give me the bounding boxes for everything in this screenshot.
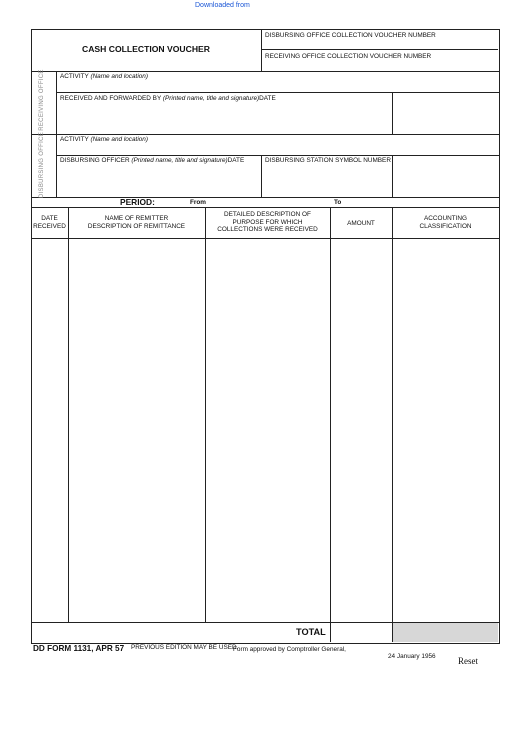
- purpose-column-field[interactable]: [206, 239, 330, 621]
- previous-edition-note: PREVIOUS EDITION MAY BE USED.: [131, 644, 239, 651]
- reset-button[interactable]: Reset: [458, 656, 478, 666]
- period-to-label: To: [334, 199, 342, 206]
- period-to-field[interactable]: [346, 198, 496, 207]
- remitter-column-field[interactable]: [69, 239, 205, 621]
- receiving-activity-field[interactable]: [57, 81, 498, 91]
- receiving-voucher-number-field[interactable]: [262, 61, 498, 70]
- total-label: TOTAL: [296, 627, 326, 637]
- form-title: CASH COLLECTION VOUCHER: [82, 44, 210, 54]
- disbursing-date-field[interactable]: [393, 166, 498, 196]
- disbursing-voucher-number-field[interactable]: [262, 40, 498, 49]
- received-forwarded-label: RECEIVED AND FORWARDED BY (Printed name, title and signature)DATE: [60, 95, 276, 102]
- disbursing-activity-field[interactable]: [57, 144, 498, 154]
- receiving-office-side-label: RECEIVING OFFICE: [39, 69, 45, 131]
- col-amount: AMOUNT: [347, 220, 375, 227]
- approved-date: 24 January 1956: [388, 653, 436, 660]
- period-label: PERIOD:: [120, 197, 155, 207]
- disbursing-activity-label: ACTIVITY (Name and location): [60, 136, 148, 143]
- receiving-activity-label: ACTIVITY (Name and location): [60, 73, 148, 80]
- amount-column-field[interactable]: [331, 239, 392, 621]
- col-accounting: ACCOUNTING CLASSIFICATION: [419, 215, 472, 230]
- period-from-field[interactable]: [212, 198, 327, 207]
- period-from-label: From: [190, 199, 206, 206]
- accounting-column-field[interactable]: [393, 239, 498, 621]
- disbursing-officer-label: DISBURSING OFFICER (Printed name, title and signature)DATE: [60, 157, 245, 164]
- receiving-date-field[interactable]: [393, 104, 498, 133]
- disbursing-office-side-label: DISBURSING OFFICE: [39, 131, 45, 199]
- approved-note: Form approved by Comptroller General,: [233, 646, 346, 653]
- disbursing-station-label: DISBURSING STATION SYMBOL NUMBER: [265, 157, 391, 164]
- date-received-column-field[interactable]: [32, 239, 68, 621]
- total-shaded-cell: [393, 623, 498, 642]
- disbursing-officer-field[interactable]: [57, 166, 260, 196]
- total-amount-field[interactable]: [331, 623, 392, 642]
- downloaded-from-link[interactable]: Downloaded from: [195, 2, 250, 9]
- form-number: DD FORM 1131, APR 57: [33, 644, 125, 653]
- receiving-voucher-number-label: RECEIVING OFFICE COLLECTION VOUCHER NUMBER: [265, 53, 432, 60]
- col-date-received: DATE RECEIVED: [33, 215, 66, 230]
- disbursing-voucher-number-label: DISBURSING OFFICE COLLECTION VOUCHER NUMBER: [265, 32, 436, 39]
- col-purpose: DETAILED DESCRIPTION OF PURPOSE FOR WHICH COLLECTIONS WERE RECEIVED: [217, 211, 318, 233]
- col-remitter: NAME OF REMITTER DESCRIPTION OF REMITTANCE: [87, 215, 186, 230]
- received-forwarded-field[interactable]: [57, 104, 391, 133]
- disbursing-station-field[interactable]: [262, 166, 391, 196]
